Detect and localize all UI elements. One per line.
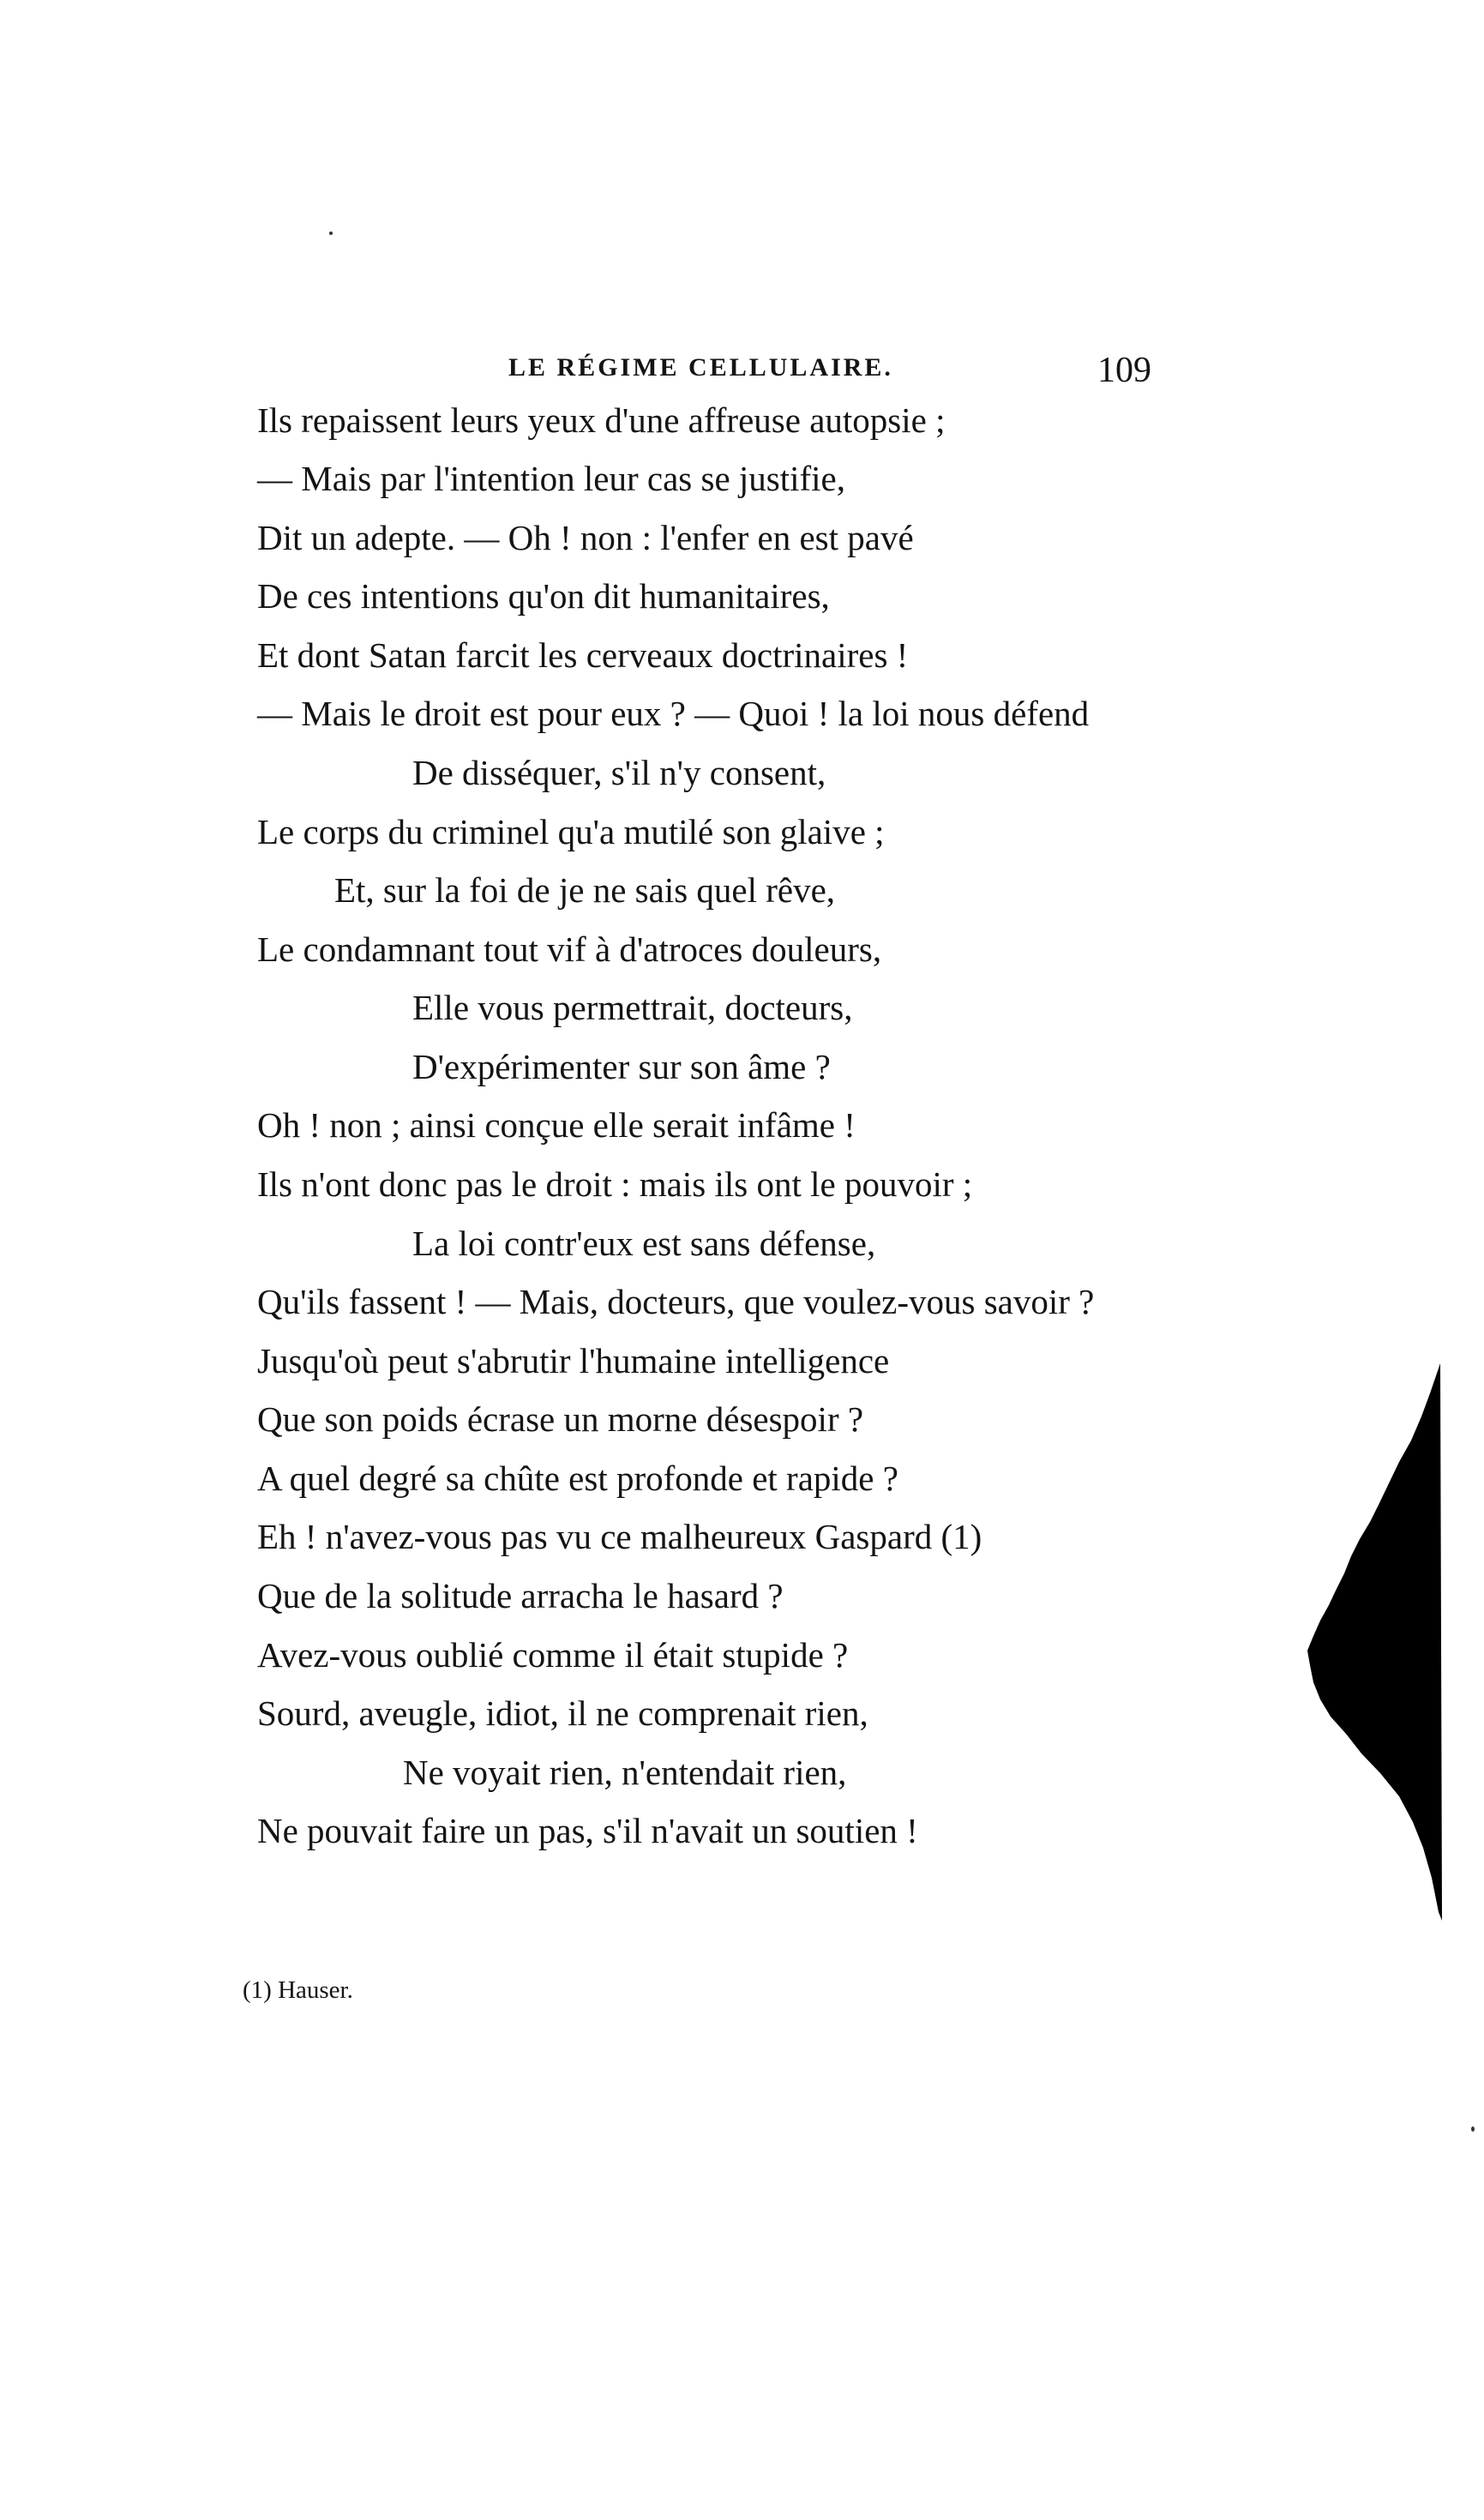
verse-line: D'expérimenter sur son âme ? [412, 1047, 831, 1086]
scan-speck [329, 232, 333, 235]
page-number: 109 [1097, 351, 1151, 390]
verse-line: Que de la solitude arracha le hasard ? [257, 1576, 784, 1615]
verse-line: Et, sur la foi de je ne sais quel rêve, [334, 870, 836, 910]
verse-line: Eh ! n'avez-vous pas vu ce malheureux Gaspard (1) [257, 1517, 982, 1556]
verse-line: De ces intentions qu'on dit humanitaires, [257, 576, 830, 616]
verse-line: Elle vous permettrait, docteurs, [412, 988, 853, 1027]
verse-line: Oh ! non ; ainsi conçue elle serait infâme ! [257, 1105, 856, 1145]
verse-line: Avez-vous oublié comme il était stupide ? [257, 1635, 849, 1675]
verse-line: Le condamnant tout vif à d'atroces douleurs, [257, 929, 882, 969]
verse-line: La loi contr'eux est sans défense, [412, 1224, 876, 1263]
verse-line: Ne pouvait faire un pas, s'il n'avait un soutien ! [257, 1811, 918, 1850]
scan-speck [1471, 2126, 1475, 2132]
verse-line: Ne voyait rien, n'entendait rien, [403, 1753, 847, 1792]
verse-line: Que son poids écrase un morne désespoir ? [257, 1399, 864, 1439]
verse-line: De disséquer, s'il n'y consent, [412, 753, 826, 792]
verse-line: — Mais le droit est pour eux ? — Quoi ! la loi nous défend [257, 694, 1090, 733]
verse-line: Ils repaissent leurs yeux d'une affreuse autopsie ; [257, 400, 946, 440]
verse-line: Le corps du criminel qu'a mutilé son glaive ; [257, 812, 885, 851]
verse-line: Jusqu'où peut s'abrutir l'humaine intelligence [257, 1341, 890, 1380]
verse-line: A quel degré sa chûte est profonde et rapide ? [257, 1458, 898, 1498]
torn-page-edge [1295, 1363, 1449, 1921]
verse-line: Qu'ils fassent ! — Mais, docteurs, que voulez-vous savoir ? [257, 1282, 1095, 1321]
verse-line: Ils n'ont donc pas le droit : mais ils ont le pouvoir ; [257, 1164, 973, 1204]
footnote: (1) Hauser. [243, 1976, 353, 2004]
verse-line: — Mais par l'intention leur cas se justifie, [257, 459, 846, 498]
verse-line: Sourd, aveugle, idiot, il ne comprenait rien, [257, 1693, 868, 1733]
verse-line: Dit un adepte. — Oh ! non : l'enfer en est pavé [257, 518, 914, 557]
verse-line: Et dont Satan farcit les cerveaux doctrinaires ! [257, 635, 909, 675]
running-title: LE RÉGIME CELLULAIRE. [508, 353, 893, 382]
